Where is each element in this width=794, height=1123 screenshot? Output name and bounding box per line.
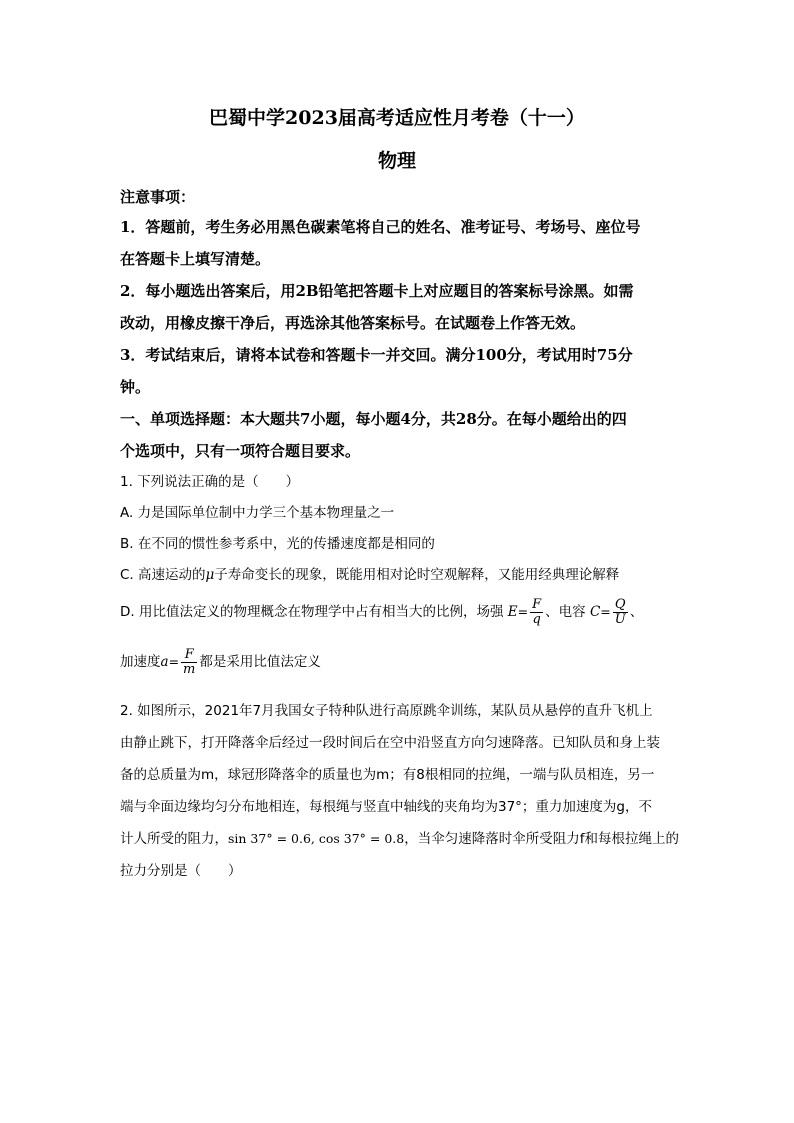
exam-title: 巴蜀中学2023届高考适应性月考卷（十一） bbox=[209, 107, 585, 129]
notes-item-1-line-2: 在答题卡上填写清楚。 bbox=[120, 250, 271, 268]
question-1-option-d: D. 用比值法定义的物理概念在物理学中占有相当大的比例，场强 E= $\frac{F}{q}$ 、电容 C= $\frac{Q}{U}$ 、 bbox=[120, 597, 644, 627]
section-1-line-1: 一、单项选择题：本大题共7小题，每小题4分，共28分。在每小题给出的四 bbox=[120, 410, 627, 428]
question-1-option-c: C. 高速运动的μ子寿命变长的现象，既能用相对论时空观解释，又能用经典理论解释 bbox=[120, 567, 620, 583]
notes-item-1-line-1: 1．答题前，考生务必用黑色碳素笔将自己的姓名、准考证号、考场号、座位号 bbox=[120, 218, 641, 236]
capacitance-fraction: $\frac{Q}{U}$ bbox=[614, 597, 626, 627]
field-strength-fraction: $\frac{F}{q}$ bbox=[532, 597, 542, 627]
question-2-line-3: 备的总质量为m，球冠形降落伞的质量也为m；有8根相同的拉绳，一端与队员相连，另一 bbox=[120, 767, 655, 783]
notes-heading: 注意事项： bbox=[120, 188, 196, 206]
question-2-line-5: 计人所受的阻力，sin 37° = 0.6, cos 37° = 0.8，当伞匀速降落时伞所受阻力f和每根拉绳上的 bbox=[120, 831, 679, 847]
question-1-stem: 1. 下列说法正确的是（ ） bbox=[120, 474, 300, 490]
subject-title: 物理 bbox=[377, 150, 416, 172]
notes-item-3-line-2: 钟。 bbox=[120, 378, 151, 396]
question-1-option-a: A. 力是国际单位制中力学三个基本物理量之一 bbox=[120, 505, 395, 521]
question-1-option-b: B. 在不同的惯性参考系中，光的传播速度都是相同的 bbox=[120, 536, 435, 552]
question-2-line-1: 2. 如图所示，2021年7月我国女子特种队进行高原跳伞训练，某队员从悬停的直升飞机上 bbox=[120, 703, 653, 719]
notes-item-2-line-1: 2．每小题选出答案后，用2B铅笔把答题卡上对应题目的答案标号涂黑。如需 bbox=[120, 282, 634, 300]
notes-item-3-line-1: 3．考试结束后，请将本试卷和答题卡一并交回。满分100分，考试用时75分 bbox=[120, 346, 633, 364]
question-2-line-2: 由静止跳下，打开降落伞后经过一段时间后在空中沿竖直方向匀速降落。已知队员和身上装 bbox=[120, 735, 660, 751]
question-2-line-4: 端与伞面边缘均匀分布地相连，每根绳与竖直中轴线的夹角均为37°；重力加速度为g，不 bbox=[120, 799, 652, 815]
mu-symbol: μ bbox=[205, 567, 215, 583]
section-1-line-2: 个选项中，只有一项符合题目要求。 bbox=[120, 442, 361, 460]
question-2-line-6: 拉力分别是（ ） bbox=[120, 863, 242, 879]
question-1-option-d-line-2: 加速度a= $\frac{F}{m}$ 都是采用比值法定义 bbox=[120, 647, 321, 677]
trig-values: sin 37° = 0.6, cos 37° = 0.8 bbox=[228, 831, 405, 846]
notes-item-2-line-2: 改动，用橡皮擦干净后，再选涂其他答案标号。在试题卷上作答无效。 bbox=[120, 314, 586, 332]
acceleration-fraction: $\frac{F}{m}$ bbox=[183, 647, 196, 677]
